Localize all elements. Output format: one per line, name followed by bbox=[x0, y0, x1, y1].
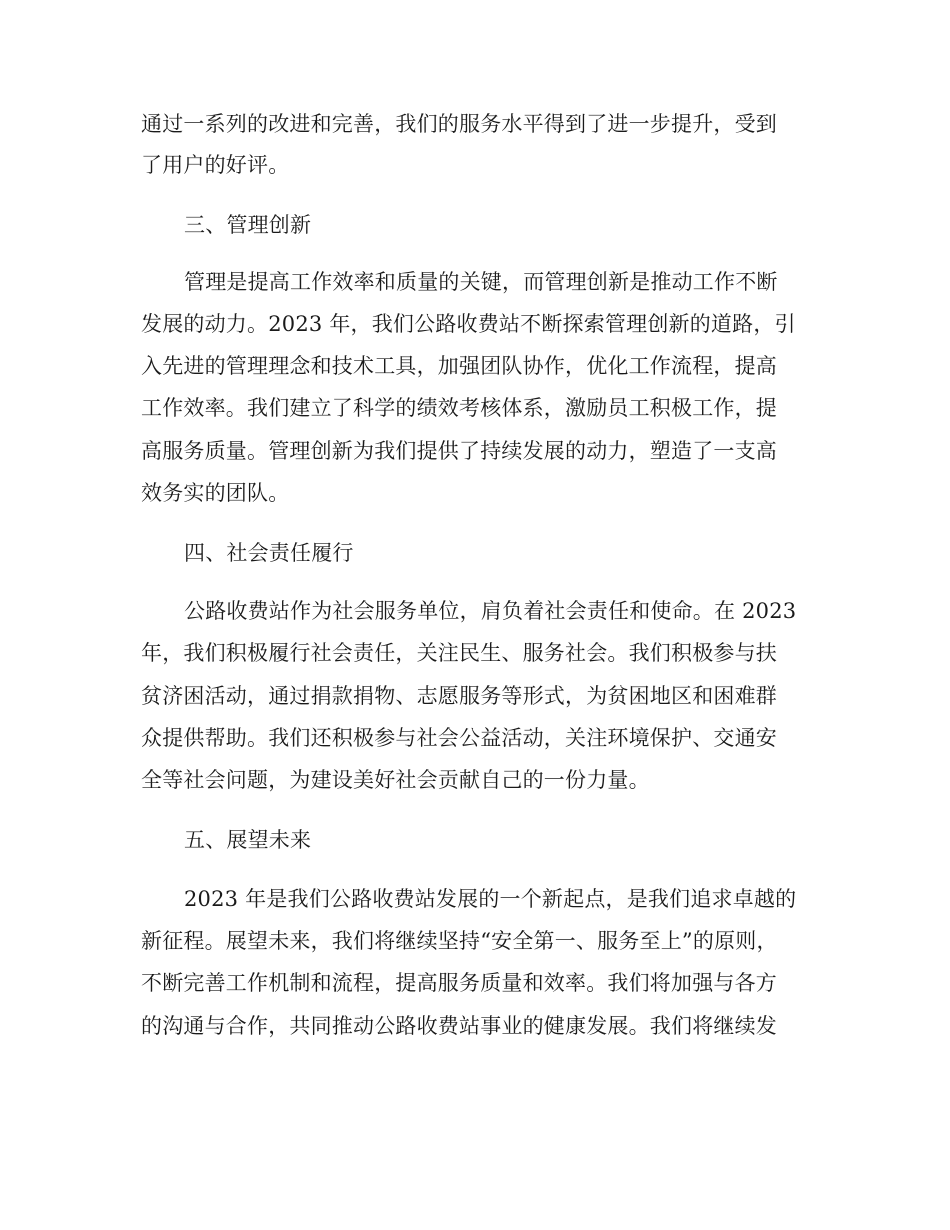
section-heading: 四、社会责任履行 bbox=[184, 541, 354, 565]
section-heading: 五、展望未来 bbox=[184, 828, 312, 852]
paragraph-line: 入先进的管理理念和技术工具，加强团队协作，优化工作流程，提高 bbox=[141, 354, 777, 378]
paragraph-line: 了用户的好评。 bbox=[141, 153, 290, 177]
paragraph-line: 管理是提高工作效率和质量的关键，而管理创新是推动工作不断 bbox=[184, 270, 778, 294]
paragraph-line: 的沟通与合作，共同推动公路收费站事业的健康发展。我们将继续发 bbox=[141, 1014, 777, 1038]
paragraph-line: 高服务质量。管理创新为我们提供了持续发展的动力，塑造了一支高 bbox=[141, 439, 777, 463]
paragraph-line: 年，我们积极履行社会责任，关注民生、服务社会。我们积极参与扶 bbox=[141, 641, 777, 665]
paragraph-line: 全等社会问题，为建设美好社会贡献自己的一份力量。 bbox=[141, 768, 650, 792]
paragraph-line: 效务实的团队。 bbox=[141, 481, 290, 505]
section-heading: 三、管理创新 bbox=[184, 213, 312, 237]
paragraph-line: 不断完善工作机制和流程，提高服务质量和效率。我们将加强与各方 bbox=[141, 971, 777, 995]
paragraph-line: 公路收费站作为社会服务单位，肩负着社会责任和使命。在 2023 bbox=[184, 599, 797, 623]
paragraph-line: 新征程。展望未来，我们将继续坚持“安全第一、服务至上”的原则， bbox=[141, 929, 778, 953]
paragraph-line: 贫济困活动，通过捐款捐物、志愿服务等形式，为贫困地区和困难群 bbox=[141, 684, 777, 708]
paragraph-line: 众提供帮助。我们还积极参与社会公益活动，关注环境保护、交通安 bbox=[141, 726, 777, 750]
paragraph-line: 发展的动力。2023 年，我们公路收费站不断探索管理创新的道路，引 bbox=[141, 312, 796, 336]
paragraph-line: 工作效率。我们建立了科学的绩效考核体系，激励员工积极工作，提 bbox=[141, 396, 777, 420]
paragraph-line: 2023 年是我们公路收费站发展的一个新起点，是我们追求卓越的 bbox=[184, 887, 797, 911]
paragraph-line: 通过一系列的改进和完善，我们的服务水平得到了进一步提升，受到 bbox=[141, 112, 777, 136]
